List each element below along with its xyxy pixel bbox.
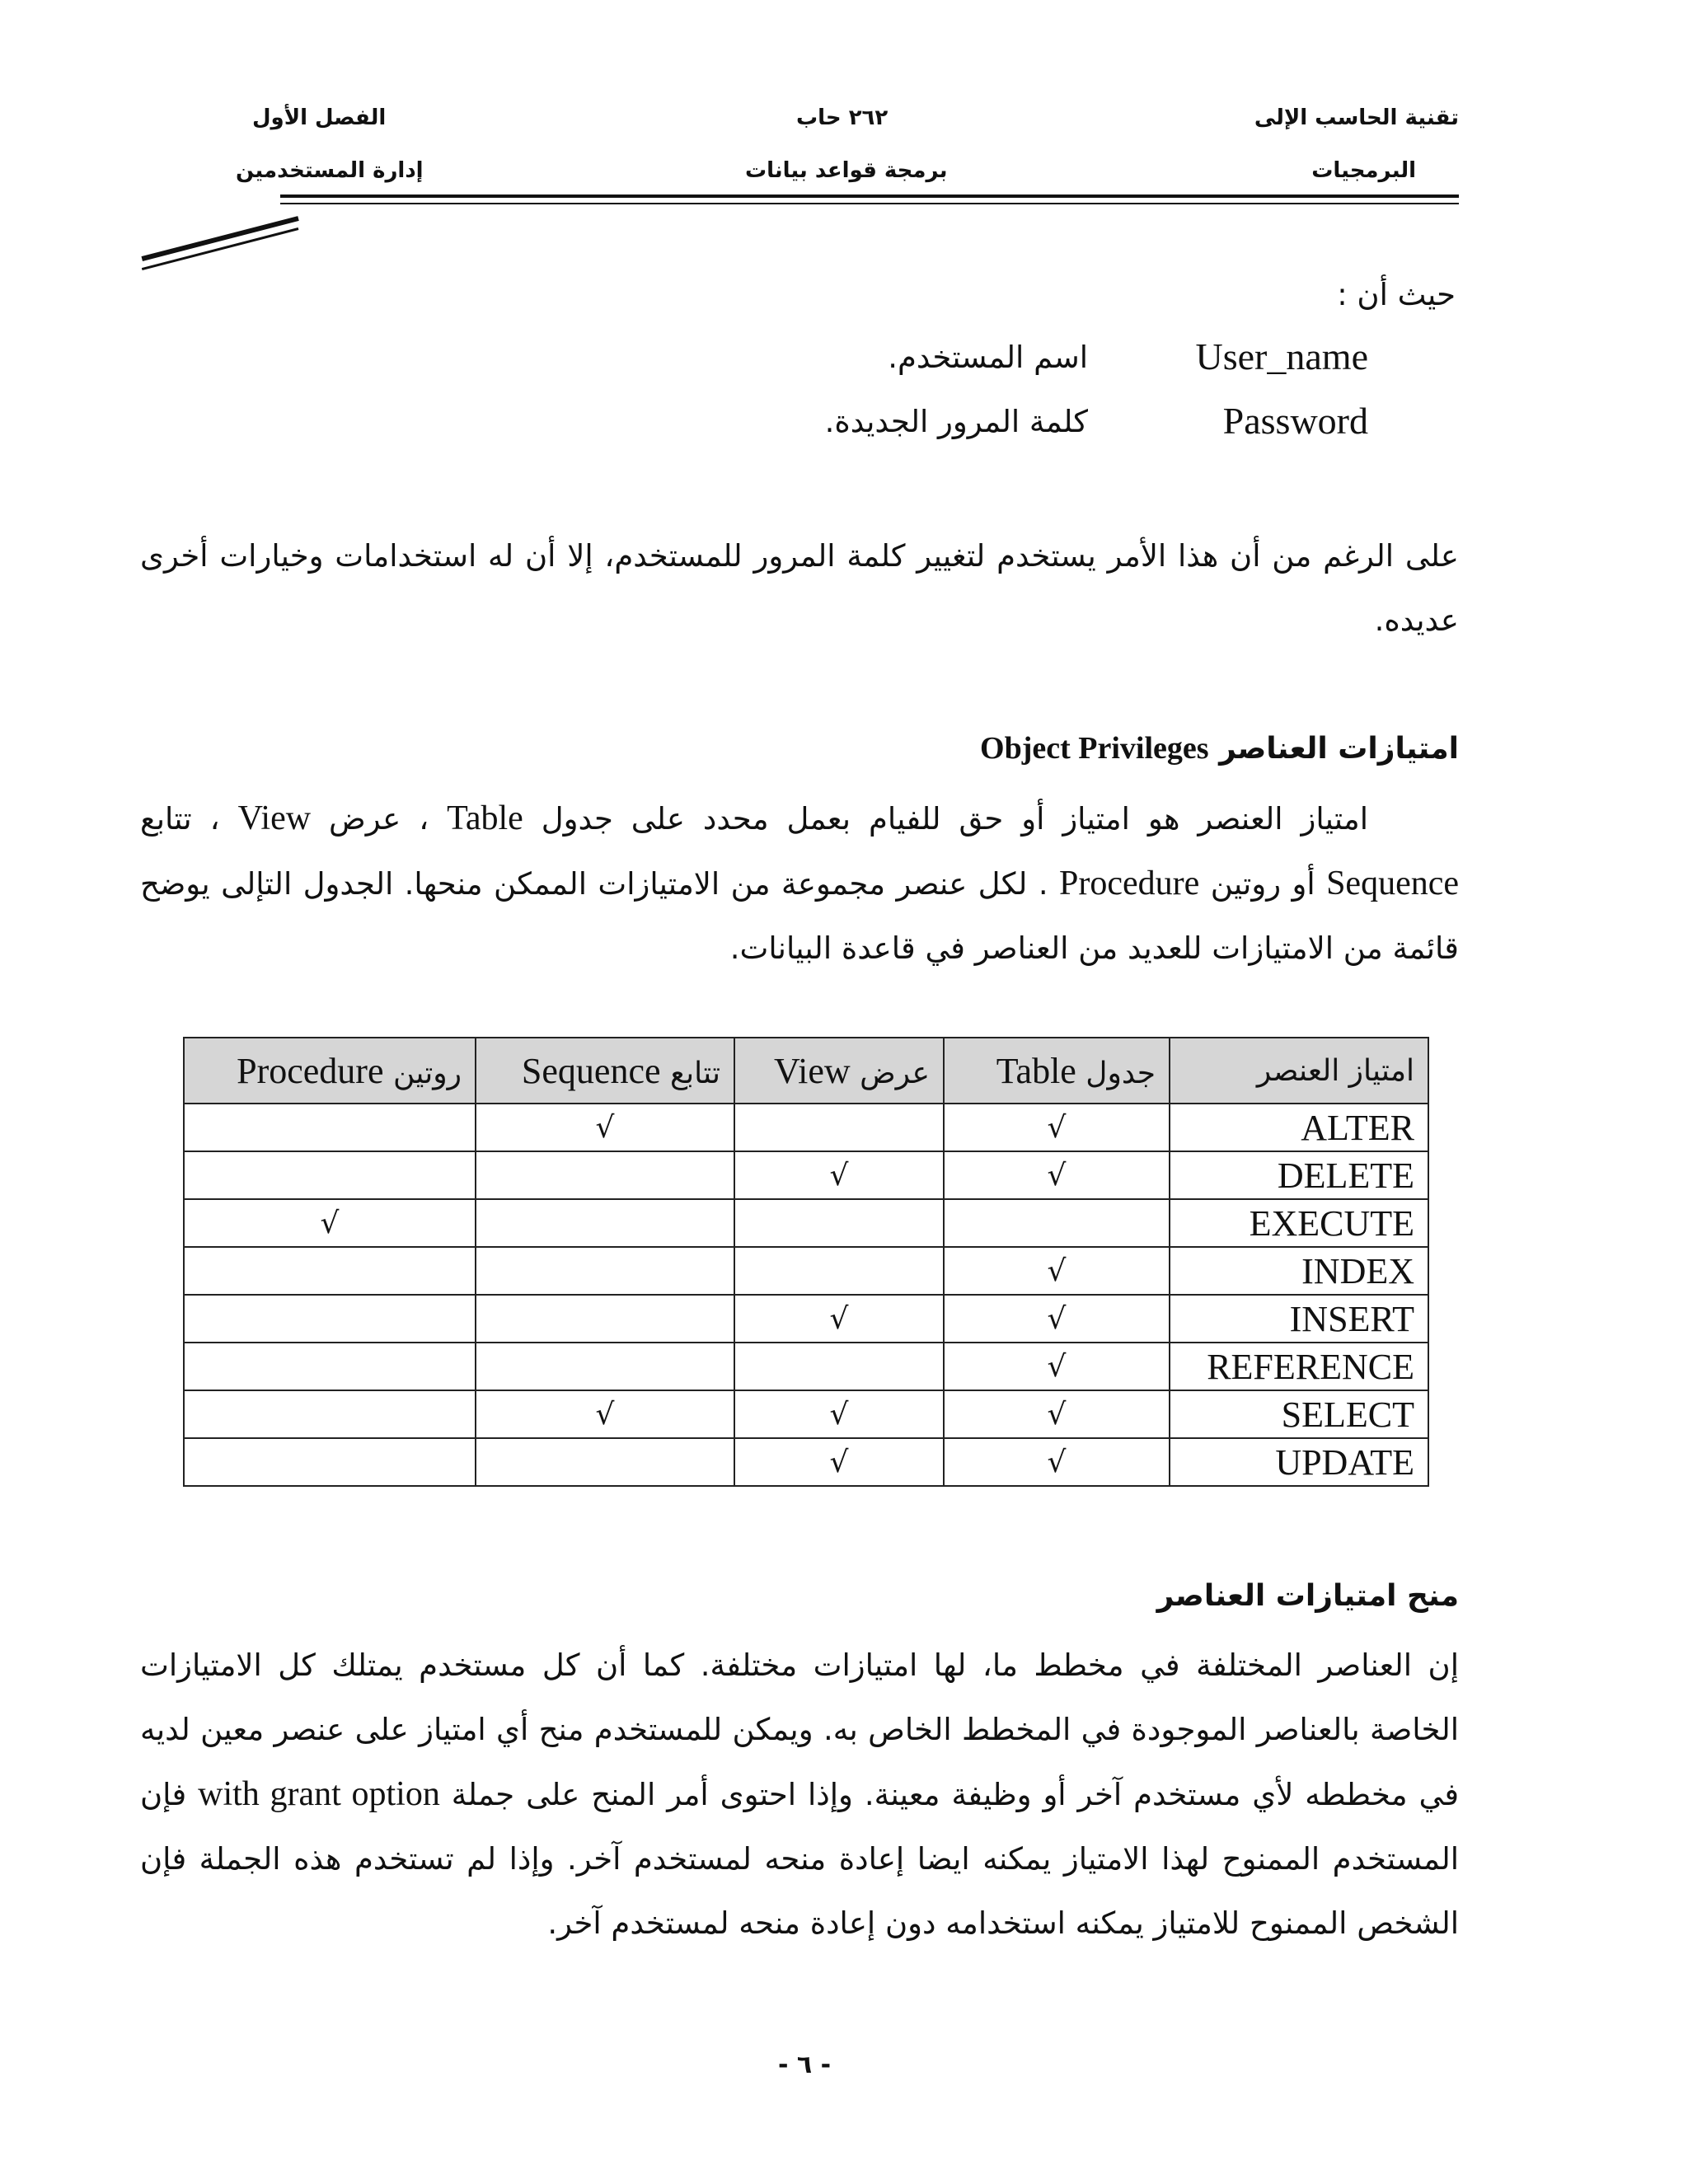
table-cell-table: √ xyxy=(944,1151,1170,1199)
table-row xyxy=(184,1295,1428,1343)
table-cell-sequence: √ xyxy=(476,1104,734,1151)
section-title-en: Object Privileges xyxy=(980,731,1209,766)
table-row xyxy=(184,1438,1428,1486)
table-cell-view xyxy=(734,1104,944,1151)
body-part-2: ، عرض xyxy=(329,801,429,837)
header-right-bottom: البرمجيات xyxy=(1311,158,1416,183)
table-cell-procedure xyxy=(184,1390,476,1438)
section-grant-privileges-title: منح امتيازات العناصر xyxy=(1156,1579,1459,1613)
table-cell-view: √ xyxy=(734,1151,944,1199)
grant-body-b: فإن المستخدم الممنوح لهذا الامتياز يمكنه ايضا إعادة منحه لمستخدم آخر. وإذا لم تستخدم هذه الجملة فإن الشخص الممنوح للامتياز يمكنه استخدامه دون إعادة منحه لمستخدم آخر. xyxy=(140,1777,1459,1941)
table-cell-view xyxy=(734,1199,944,1247)
col-view: عرض View xyxy=(734,1038,944,1104)
body-table-word: Table xyxy=(447,799,523,837)
header-rule-thick xyxy=(280,194,1459,198)
table-header-row xyxy=(184,1038,1428,1104)
section-object-privileges-body xyxy=(140,786,1459,981)
table-cell-view xyxy=(734,1247,944,1295)
col-sequence: تتابع Sequence xyxy=(476,1038,734,1104)
privilege-name: UPDATE xyxy=(1170,1438,1428,1486)
grant-body-en: with grant option xyxy=(198,1775,440,1813)
section-object-privileges-title xyxy=(980,730,1459,766)
grant-body-a: إن العناصر المختلفة في مخطط ما، لها امتيازات مختلفة. كما أن كل مستخدم يمتلك كل الامتيازات الخاصة بالعناصر الموجودة في المخطط الخاص به. ويمكن للمستخدم منح أي امتياز على عنصر معين لديه في مخططه لأي مستخدم آخر أو وظيفة معينة. وإذا احتوى أمر المنح على جملة xyxy=(140,1647,1460,1812)
privilege-name: DELETE xyxy=(1170,1151,1428,1199)
table-cell-sequence xyxy=(476,1247,734,1295)
header-left-top: الفصل الأول xyxy=(252,105,387,130)
paragraph-password-usage: على الرغم من أن هذا الأمر يستخدم لتغيير كلمة المرور للمستخدم، إلا أن له استخدامات وخيارات أخرى عديده. xyxy=(140,538,1459,638)
header-rule-thin xyxy=(280,203,1459,204)
header-center-top: ٢٦٢ حاب xyxy=(796,105,889,130)
table-cell-table: √ xyxy=(944,1295,1170,1343)
privilege-name: INDEX xyxy=(1170,1247,1428,1295)
table-row xyxy=(184,1104,1428,1151)
term-username-desc: اسم المستخدم. xyxy=(888,340,1088,375)
table-row xyxy=(184,1343,1428,1390)
section-grant-privileges-body xyxy=(140,1633,1459,1956)
body-sequence-word: Sequence xyxy=(1326,865,1459,902)
privilege-name: SELECT xyxy=(1170,1390,1428,1438)
where-label: حيث أن : xyxy=(1337,277,1456,312)
privilege-name: ALTER xyxy=(1170,1104,1428,1151)
table-row xyxy=(184,1247,1428,1295)
table-cell-sequence xyxy=(476,1438,734,1486)
body-procedure-word: Procedure xyxy=(1059,865,1200,902)
header-left-bottom: إدارة المستخدمين xyxy=(236,158,424,183)
privilege-name: EXECUTE xyxy=(1170,1199,1428,1247)
col-table: جدول Table xyxy=(944,1038,1170,1104)
privilege-name: INSERT xyxy=(1170,1295,1428,1343)
body-part-1: امتياز العنصر هو امتياز أو حق للفيام بعمل محدد على جدول xyxy=(541,801,1369,837)
term-password-desc: كلمة المرور الجديدة. xyxy=(824,404,1088,439)
table-cell-table: √ xyxy=(944,1343,1170,1390)
term-username: User_name xyxy=(1195,335,1368,377)
table-cell-sequence: √ xyxy=(476,1390,734,1438)
table-row xyxy=(184,1199,1428,1247)
table-cell-procedure xyxy=(184,1104,476,1151)
table-cell-procedure: √ xyxy=(184,1199,476,1247)
body-view-word: View xyxy=(237,799,312,837)
table-cell-table: √ xyxy=(944,1247,1170,1295)
header-center-bottom: برمجة قواعد بيانات xyxy=(745,158,948,183)
table-cell-table: √ xyxy=(944,1438,1170,1486)
table-cell-procedure xyxy=(184,1151,476,1199)
table-cell-table xyxy=(944,1199,1170,1247)
term-password: Password xyxy=(1222,400,1368,442)
table-cell-table: √ xyxy=(944,1390,1170,1438)
table-cell-view xyxy=(734,1343,944,1390)
body-part-3: ، تتابع xyxy=(140,801,220,837)
table-cell-view: √ xyxy=(734,1390,944,1438)
table-cell-table: √ xyxy=(944,1104,1170,1151)
privilege-name: REFERENCE xyxy=(1170,1343,1428,1390)
table-cell-procedure xyxy=(184,1295,476,1343)
body-part-4: أو روتين xyxy=(1210,866,1315,902)
table-cell-sequence xyxy=(476,1151,734,1199)
header-slash-thin xyxy=(142,227,299,270)
table-row xyxy=(184,1151,1428,1199)
header-slash-thick xyxy=(141,216,298,261)
page-number: - ٦ - xyxy=(778,2050,832,2079)
col-privilege: امتياز العنصر xyxy=(1170,1038,1428,1104)
table-cell-procedure xyxy=(184,1438,476,1486)
table-cell-view: √ xyxy=(734,1295,944,1343)
table-cell-view: √ xyxy=(734,1438,944,1486)
table-cell-procedure xyxy=(184,1343,476,1390)
table-cell-procedure xyxy=(184,1247,476,1295)
col-procedure: روتين Procedure xyxy=(184,1038,476,1104)
privileges-table xyxy=(183,1037,1429,1487)
table-row xyxy=(184,1390,1428,1438)
table-cell-sequence xyxy=(476,1343,734,1390)
table-cell-sequence xyxy=(476,1295,734,1343)
body-part-5: . لكل عنصر مجموعة من الامتيازات الممكن منحها. الجدول التإلى يوضح قائمة من الامتيازات للعديد من العناصر في قاعدة البيانات. xyxy=(140,866,1459,966)
section-title-ar: امتيازات العناصر xyxy=(1219,732,1459,766)
table-cell-sequence xyxy=(476,1199,734,1247)
header-right-top: تقنية الحاسب الإلى xyxy=(1254,105,1459,130)
